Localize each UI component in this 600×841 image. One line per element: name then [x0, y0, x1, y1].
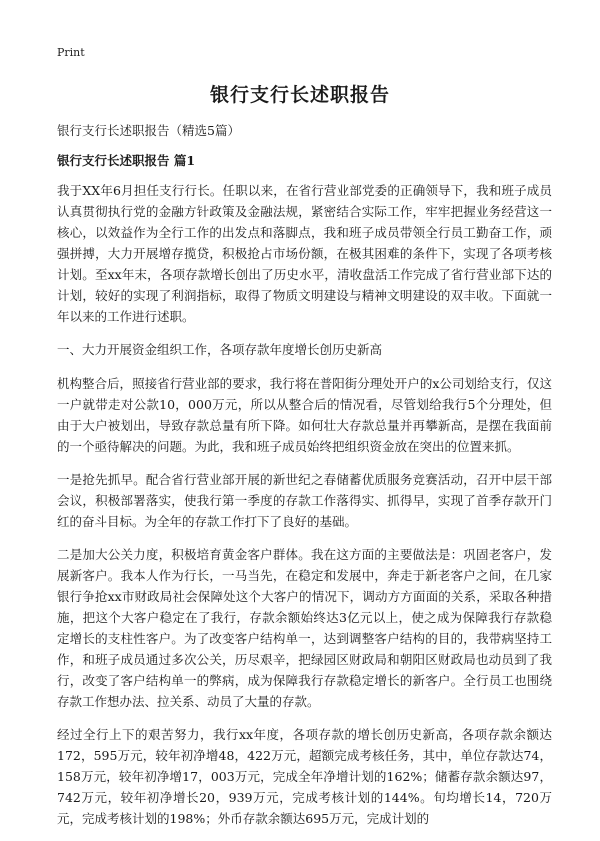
print-link[interactable]: Print [57, 46, 85, 59]
document-body [57, 180, 552, 841]
paragraph: 二是加大公关力度，积极培育黄金客户群体。我在这方面的主要做法是：巩固老客户，发展新客户。我本人作为行长，一马当先，在稳定和发展中，奔走于新老客户之间，在几家银行争抢xx市财政局社会保障处这个大客户的情况下，调动方方面面的关系，采取各种措施，把这个大客户稳定在了我行，存款余额始终达3亿元以上，使之成为保障我行存款稳定增长的支柱性客户。为了改变客户结构单一，达到调整客户结构的目的，我带病坚持工作，和班子成员通过多次公关，历尽艰辛，把绿园区财政局和朝阳区财政局也动员到了我行，改变了客户结构单一的弊病，成为保障我行存款稳定增长的新客户。全行员工也围绕存款工作想办法、拉关系、动员了大量的存款。 [57, 547, 552, 709]
paragraph-heading: 一、大力开展资金组织工作，各项存款年度增长创历史新高 [57, 342, 383, 357]
paragraph: 经过全行上下的艰苦努力，我行xx年度，各项存款的增长创历史新高，各项存款余额达172，595万元，较年初净增48，422万元，超额完成考核任务，其中，单位存款达74，158万元，较年初净增17，003万元，完成全年净增计划的162%；储蓄存款余额达97，742万元，较年初净增长20，939万元，完成考核计划的144%。旬均增长14，720万元，完成考核计划的198%；外币存款余额达695万元，完成计划的 [57, 727, 552, 826]
section-heading: 银行支行长述职报告 篇1 [57, 153, 196, 168]
paragraph: 我于XX年6月担任支行行长。任职以来，在省行营业部党委的正确领导下，我和班子成员认真贯彻执行党的金融方针政策及金融法规，紧密结合实际工作，牢牢把握业务经营这一核心，以效益作为全行工作的出发点和落脚点，我和班子成员带领全行员工勤奋工作，顽强拼搏，大力开展增存揽贷，积极抢占市场份额，在极其困难的条件下，实现了各项考核计划。至xx年末，各项存款增长创出了历史水平，清收盘活工作完成了省行营业部下达的计划，较好的实现了利润指标，取得了物质文明建设与精神文明建设的双丰收。下面就一年以来的工作进行述职。 [57, 183, 552, 324]
document-title: 银行支行长述职报告 [209, 84, 390, 106]
document-subtitle: 银行支行长述职报告（精选5篇） [57, 123, 240, 138]
paragraph: 一是抢先抓早。配合省行营业部开展的新世纪之春储蓄优质服务竞赛活动，召开中层干部会议，积极部署落实，使我行第一季度的存款工作落得实、抓得早，实现了首季存款开门红的奋斗目标。为全年的存款工作打下了良好的基础。 [57, 472, 552, 529]
paragraph: 机构整合后，照接省行营业部的要求，我行将在普阳街分理处开户的x公司划给支行，仅这一户就带走对公款10，000万元，所以从整合后的情况看，尽管划给我行5个分理处，但由于大户被划出，导致存款总量有所下降。如何壮大存款总量并再攀新高，是摆在我面前的一个亟待解决的问题。为此，我和班子成员始终把组织资金放在突出的位置来抓。 [57, 376, 552, 454]
